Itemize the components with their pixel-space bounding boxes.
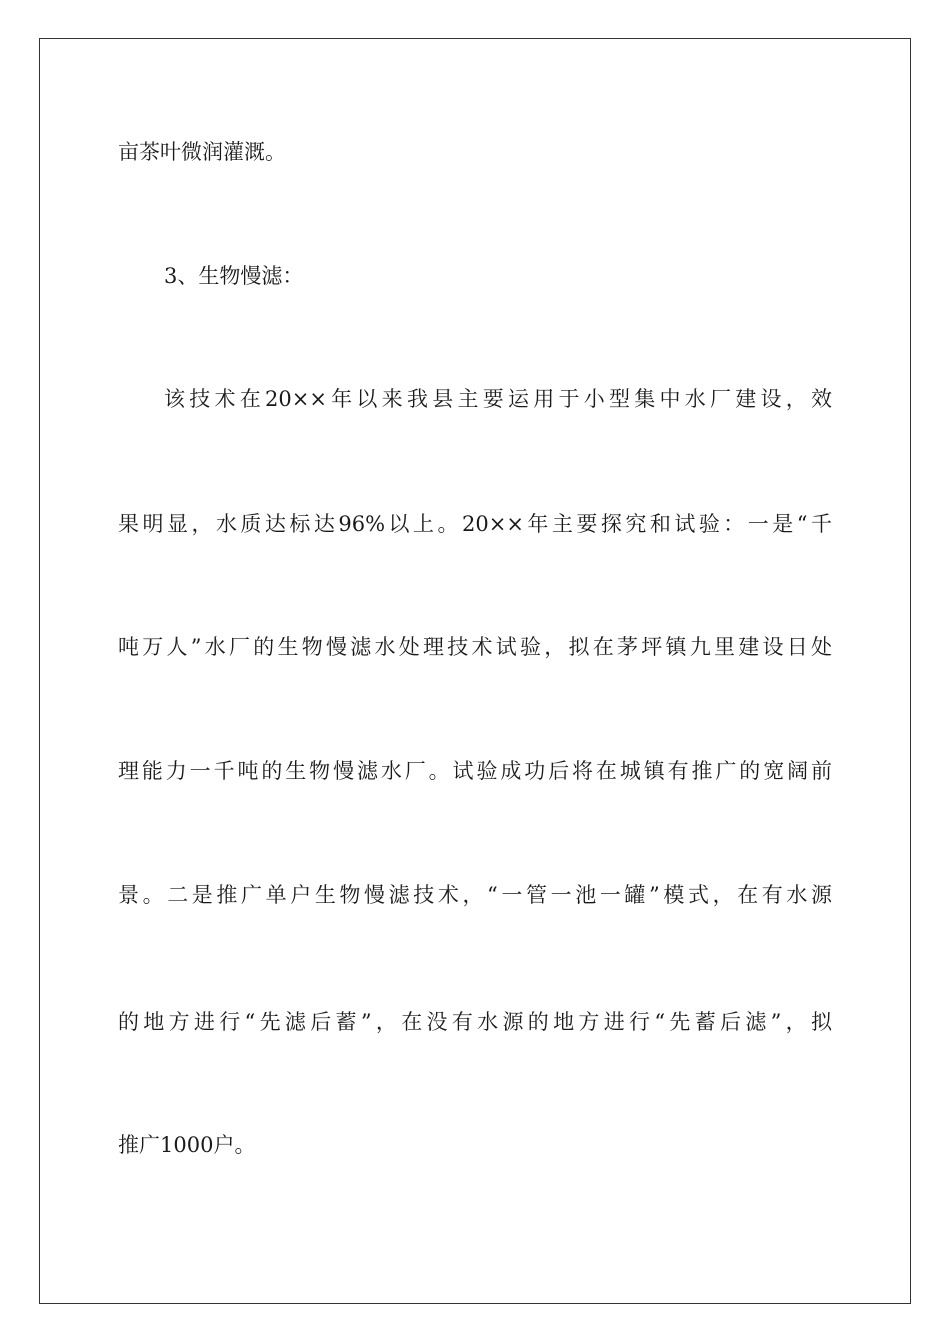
section-heading: 3、生物慢滤： bbox=[164, 264, 304, 288]
paragraph-line-3: 该技术在20××年以来我县主要运用于小型集中水厂建设，效 bbox=[164, 387, 832, 411]
paragraph-line-1: 亩茶叶微润灌溉。 bbox=[118, 140, 286, 164]
paragraph-line-8: 的地方进行“先滤后蓄”，在没有水源的地方进行“先蓄后滤”，拟 bbox=[118, 1010, 832, 1034]
paragraph-line-9: 推广1000户。 bbox=[118, 1133, 256, 1157]
paragraph-line-5: 吨万人”水厂的生物慢滤水处理技术试验，拟在茅坪镇九里建设日处 bbox=[118, 635, 832, 659]
paragraph-line-4: 果明显，水质达标达96%以上。20××年主要探究和试验：一是“千 bbox=[118, 512, 832, 536]
paragraph-line-7: 景。二是推广单户生物慢滤技术，“一管一池一罐”模式，在有水源 bbox=[118, 883, 832, 907]
page-border bbox=[39, 38, 911, 1304]
paragraph-line-6: 理能力一千吨的生物慢滤水厂。试验成功后将在城镇有推广的宽阔前 bbox=[118, 759, 832, 783]
